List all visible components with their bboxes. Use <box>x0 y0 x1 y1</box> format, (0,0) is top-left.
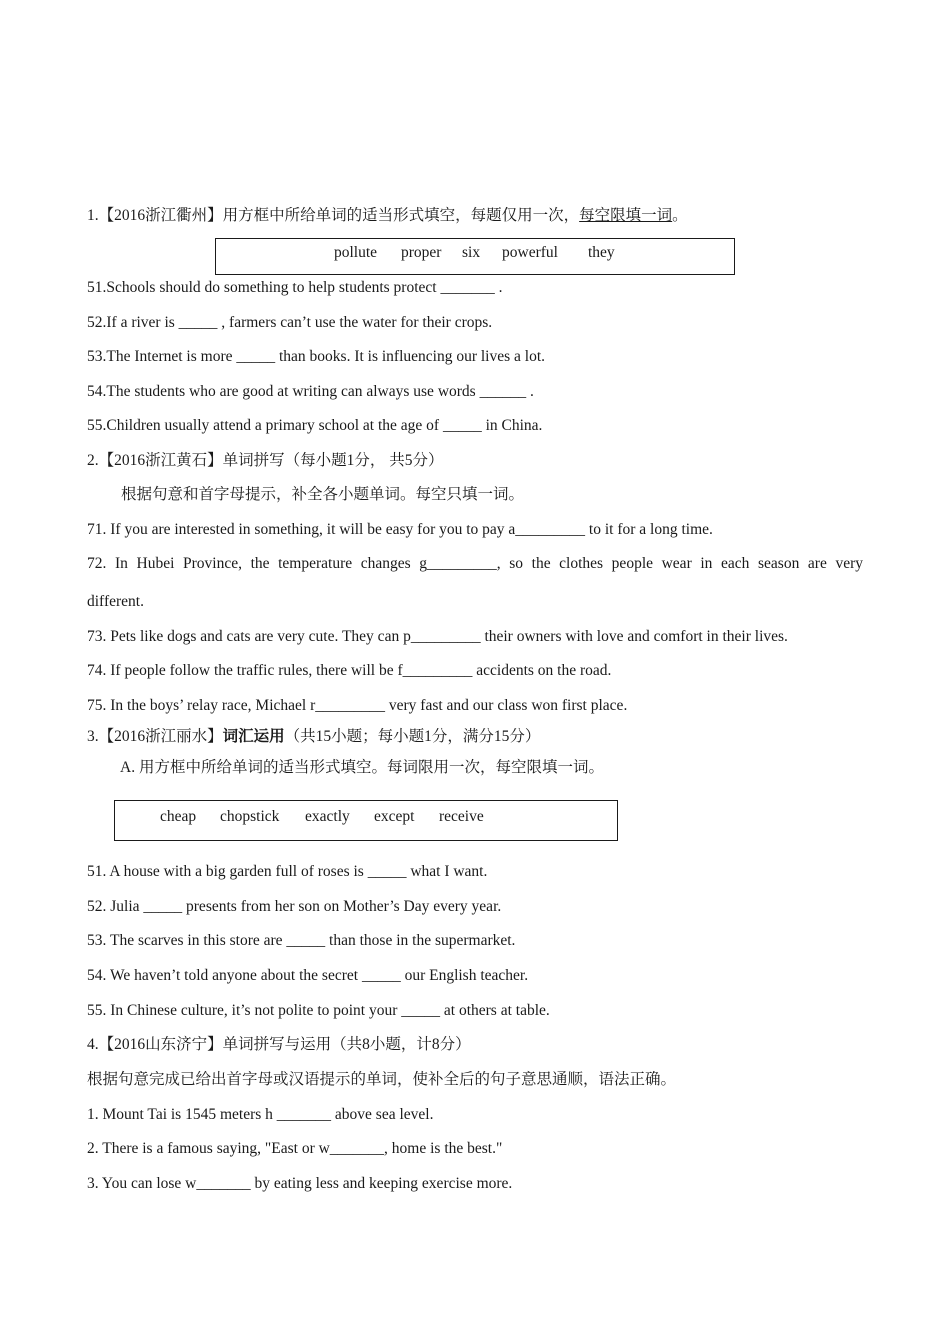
question-item: 71. If you are interested in something, it will be easy for you to pay a_________ to it for a long time. <box>87 521 713 538</box>
section-1-heading-suffix: 。 <box>672 207 688 224</box>
section-3-word-box <box>114 800 618 841</box>
question-item: 75. In the boys’ relay race, Michael r_________ very fast and our class won first place. <box>87 697 628 714</box>
question-item: 3. You can lose w_______ by eating less and keeping exercise more. <box>87 1175 513 1192</box>
question-item: 55.Children usually attend a primary school at the age of _____ in China. <box>87 417 543 434</box>
question-item: 55. In Chinese culture, it’s not polite to point your _____ at others at table. <box>87 1002 550 1019</box>
word-box-word: pollute <box>334 244 378 261</box>
question-item: 51. A house with a big garden full of roses is _____ what I want. <box>87 863 488 880</box>
section-1-heading-prefix: 1.【2016浙江衢州】用方框中所给单词的适当形式填空，每题仅用一次， <box>87 207 580 224</box>
question-item: 74. If people follow the traffic rules, there will be f_________ accidents on the road. <box>87 662 612 679</box>
section-2-instruction: 根据句意和首字母提示，补全各小题单词。每空只填一词。 <box>121 486 525 503</box>
section-2-heading: 2.【2016浙江黄石】单词拼写（每小题1分， 共5分） <box>87 452 444 469</box>
section-3-heading-bold: 词汇运用 <box>222 728 285 745</box>
question-item: 54. We haven’t told anyone about the secret _____ our English teacher. <box>87 967 529 984</box>
section-1-word-box <box>215 238 735 275</box>
question-item: 51.Schools should do something to help students protect _______ . <box>87 279 503 296</box>
word-box-word: they <box>588 244 615 261</box>
question-item: 53.The Internet is more _____ than books. It is influencing our lives a lot. <box>87 348 546 365</box>
word-box-word: receive <box>439 808 484 825</box>
question-item: 52.If a river is _____ , farmers can’t use the water for their crops. <box>87 314 493 331</box>
question-item: 53. The scarves in this store are _____ than those in the supermarket. <box>87 932 516 949</box>
word-box-word: six <box>462 244 481 261</box>
question-item: 2. There is a famous saying, "East or w_______, home is the best." <box>87 1140 503 1157</box>
question-item: 73. Pets like dogs and cats are very cute. They can p_________ their owners with love and comfort in their lives. <box>87 628 788 645</box>
section-4-heading: 4.【2016山东济宁】单词拼写与运用（共8小题，计8分） <box>87 1036 471 1053</box>
question-item: 72. In Hubei Province, the temperature changes g_________, so the clothes people wear in each season are very <box>87 555 863 572</box>
word-box-word: chopstick <box>220 808 280 825</box>
question-item: 54.The students who are good at writing can always use words ______ . <box>87 383 534 400</box>
word-box-word: except <box>374 808 415 825</box>
question-item: 52. Julia _____ presents from her son on Mother’s Day every year. <box>87 898 502 915</box>
word-box-word: powerful <box>502 244 558 261</box>
section-3-instruction: A. 用方框中所给单词的适当形式填空。每词限用一次，每空限填一词。 <box>120 759 604 776</box>
section-3-heading <box>87 727 540 747</box>
section-3-heading-suffix: （共15小题；每小题1分，满分15分） <box>284 728 541 745</box>
word-box-word: exactly <box>305 808 350 825</box>
section-4-instruction: 根据句意完成已给出首字母或汉语提示的单词，使补全后的句子意思通顺，语法正确。 <box>87 1071 677 1088</box>
question-item: 1. Mount Tai is 1545 meters h _______ above sea level. <box>87 1106 434 1123</box>
section-1-heading <box>87 206 688 226</box>
section-3-heading-prefix: 3.【2016浙江丽水】 <box>87 728 223 745</box>
word-box-word: cheap <box>160 808 197 825</box>
question-item-continuation: different. <box>87 593 144 610</box>
word-box-word: proper <box>401 244 442 261</box>
section-1-heading-underlined: 每空限填一词 <box>579 207 673 224</box>
